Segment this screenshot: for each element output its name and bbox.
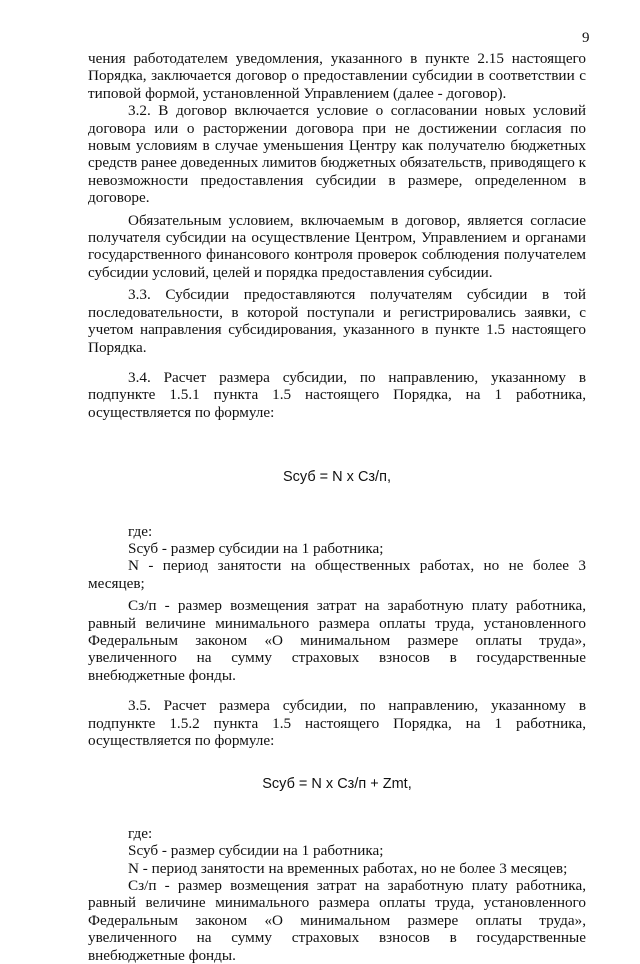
definition-s-2: Sсуб - размер субсидии на 1 работника;: [128, 842, 384, 860]
definition-s-1: Sсуб - размер субсидии на 1 работника;: [128, 539, 384, 557]
paragraph-3-2: 3.2. В договор включается условие о согласовании новых условий договора или о расторжении договора при не достижении согласия по новым условиям в случае уменьшения Центру как получателю бюджетных средств ранее доведенных лимитов бюджетных обязательств, приводящего к невозможности предоставления субсидии в размере, определенном в договоре.: [88, 102, 586, 207]
paragraph-3-4: 3.4. Расчет размера субсидии, по направлению, указанному в подпункте 1.5.1 пункта 1.5 настоящего Порядка, на 1 работника, осуществляется по формуле:: [88, 368, 586, 421]
paragraph-continuation: чения работодателем уведомления, указанного в пункте 2.15 настоящего Порядка, заключается договор о предоставлении субсидии в соответствии с типовой формой, установленной Управлением (далее - договор).: [88, 50, 586, 102]
paragraph-mandatory-condition: Обязательным условием, включаемым в договор, является согласие получателя субсидии на осуществление Центром, Управлением и органами государственного финансового контроля проверок соблюдения получателем субсидии условий, целей и порядка предоставления субсидии.: [88, 211, 586, 281]
page-number: 9: [582, 30, 590, 46]
where-label-2: где:: [128, 824, 153, 842]
paragraph-3-3: 3.3. Субсидии предоставляются получателям субсидии в той последовательности, в которой поступали и регистрировались заявки, с учетом направления субсидирования, указанного в пункте 1.5 настоящего Порядка.: [88, 286, 586, 356]
definition-n-1: N - период занятости на общественных работах, но не более 3 месяцев;: [88, 557, 586, 592]
paragraph-3-5: 3.5. Расчет размера субсидии, по направлению, указанному в подпункте 1.5.2 пункта 1.5 настоящего Порядка, на 1 работника, осуществляется по формуле:: [88, 697, 586, 749]
formula-subsidy-2: Sсуб = N x Сз/п + Zmt,: [262, 776, 412, 793]
document-body: [88, 50, 586, 964]
formula-subsidy-1: Sсуб = N x Cз/п,: [283, 469, 391, 486]
definition-c-2: Сз/п - размер возмещения затрат на заработную плату работника, равный величине минимального размера оплаты труда, установленного Федеральным законом «О минимальном размере оплаты труда», увеличенного на сумму страховых взносов в государственные внебюджетные фонды.: [88, 877, 586, 964]
where-label-1: где:: [128, 522, 153, 540]
definition-n-2: N - период занятости на временных работах, но не более 3 месяцев;: [128, 859, 568, 877]
definition-c-1: Сз/п - размер возмещения затрат на заработную плату работника, равный величине минимального размера оплаты труда, установленного Федеральным законом «О минимальном размере оплаты труда», увеличенного на сумму страховых взносов в государственные внебюджетные фонды.: [88, 597, 586, 684]
